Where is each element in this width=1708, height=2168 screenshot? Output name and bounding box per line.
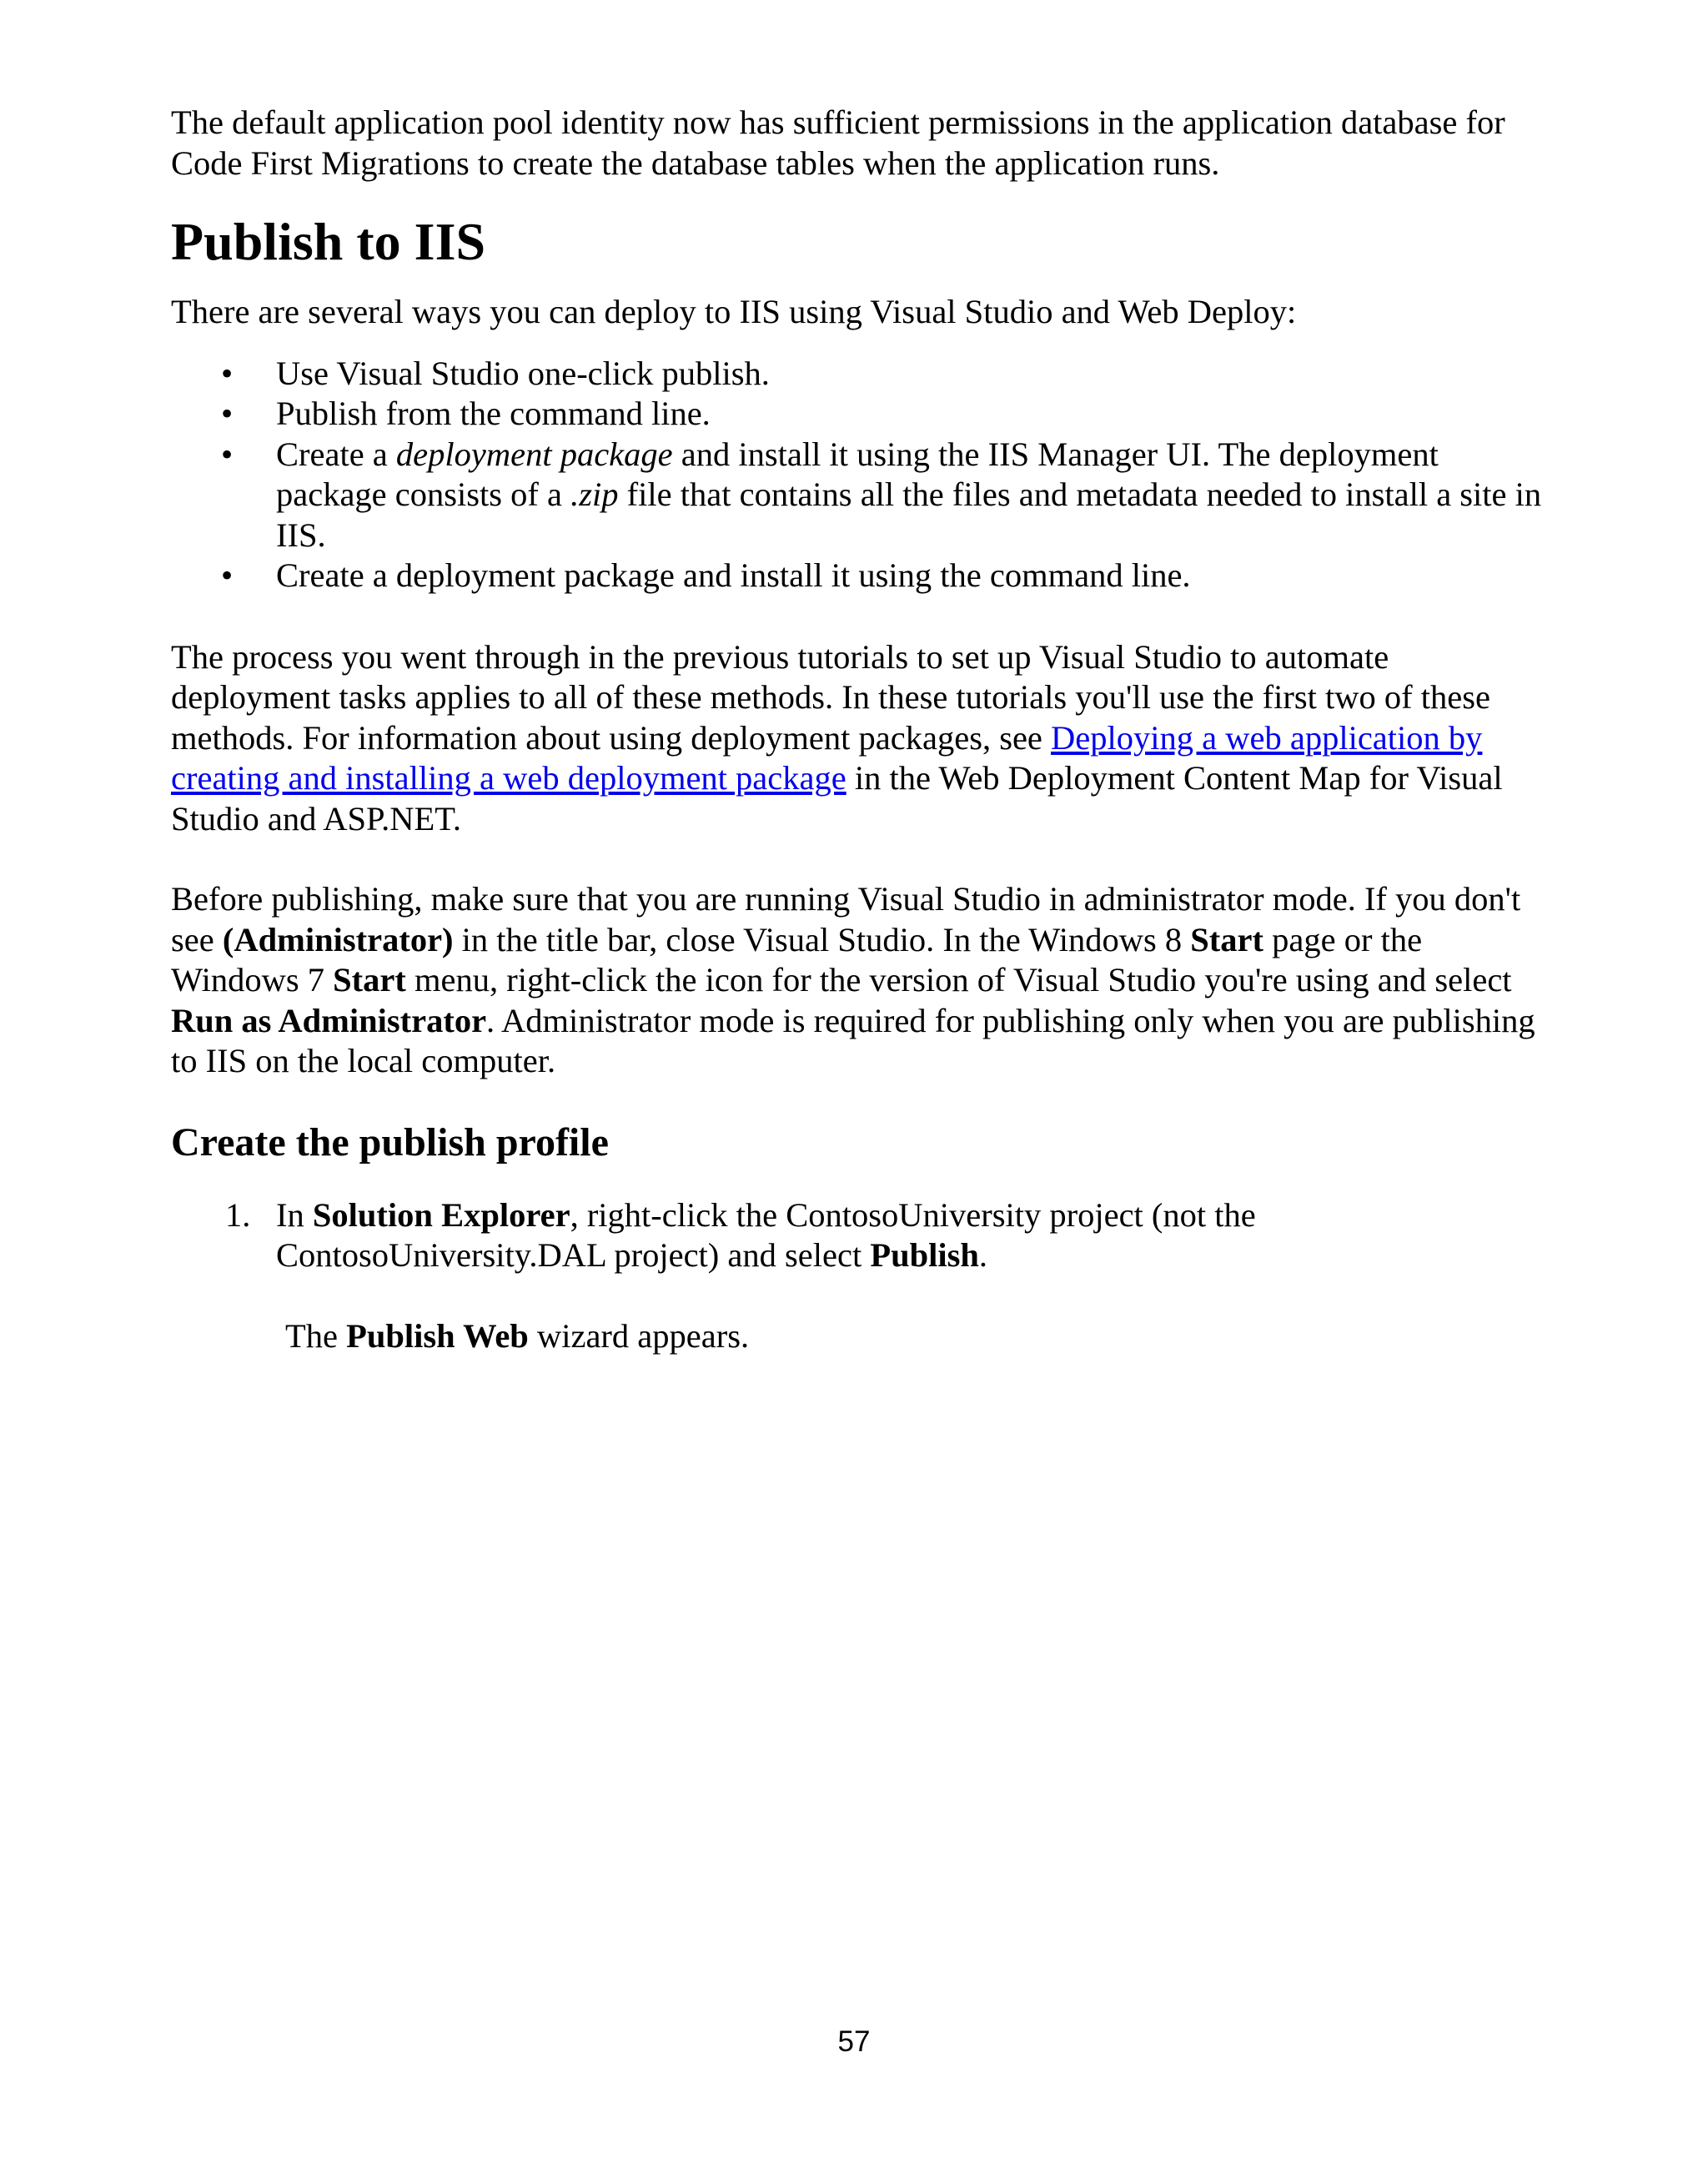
term-solution-explorer: Solution Explorer [312,1195,570,1234]
result-text: The [285,1316,347,1355]
process-paragraph [171,637,1543,840]
list-item-text: and install it using the IIS Manager UI. The deployment package consists of a [276,435,1439,513]
list-item-text: Publish from the command line. [276,395,711,432]
step-text: In [276,1195,313,1234]
term-administrator: (Administrator) [222,920,454,958]
term-deployment-package: deployment package [395,435,673,473]
document-page [171,103,1543,1356]
admin-text: in the title bar, close Visual Studio. In the Windows 8 [453,920,1191,958]
step-text: , right-click the ContosoUniversity project (not the ContosoUniversity.DAL project) and select [276,1195,1256,1274]
publish-steps-list [171,1195,1543,1276]
admin-text: . Administrator mode is required for publishing only when you are publishing to IIS on the local computer. [171,1001,1535,1079]
term-start-page: Start [1190,920,1264,958]
process-text: The process you went through in the previous tutorials to set up Visual Studio to automate deployment tasks applies to all of these methods. In these tutorials you'll use the first two of these methods. For information about using deployment packages, see [171,637,1490,757]
publish-lead-paragraph: There are several ways you can deploy to IIS using Visual Studio and Web Deploy: [171,293,1297,330]
term-start-menu: Start [333,961,406,998]
step-text: . [978,1236,988,1274]
list-item [171,435,1543,556]
term-run-as-administrator: Run as Administrator [171,1001,487,1039]
result-text: wizard appears. [528,1316,750,1355]
bullet-icon: • [221,435,234,473]
list-item-text: Create a deployment package and install it using the command line. [276,556,1191,594]
term-publish: Publish [870,1236,979,1274]
step-number: 1. [225,1195,251,1234]
heading-create-publish-profile: Create the publish profile [171,1119,609,1164]
heading-publish-to-iis: Publish to IIS [171,212,486,271]
admin-text: Before publishing, make sure that you are running Visual Studio in administrator mode. If you don't see [171,880,1521,958]
list-item-text: Use Visual Studio one-click publish. [276,354,770,392]
bullet-icon: • [221,395,234,432]
process-text-end: in the Web Deployment Content Map for Visual Studio and ASP.NET. [171,759,1503,838]
list-item [171,394,1543,435]
intro-paragraph: The default application pool identity now has sufficient permissions in the application database for Code First Migrations to create the database tables when the application runs. [171,103,1505,182]
admin-text: page or the Windows 7 [171,920,1423,998]
list-item [171,556,1543,596]
list-item [171,1195,1543,1276]
admin-text: menu, right-click the icon for the version of Visual Studio you're using and select [405,961,1512,998]
term-zip: .zip [570,475,619,513]
term-publish-web: Publish Web [346,1316,529,1355]
deploy-methods-list [171,354,1543,596]
bullet-icon: • [221,556,234,594]
list-item [171,354,1543,395]
page-number: 57 [837,2025,871,2058]
deployment-package-link[interactable]: Deploying a web application by creating and installing a web deployment package [171,718,1483,797]
wizard-appears-paragraph [171,1316,1543,1357]
list-item-text: file that contains all the files and metadata needed to install a site in IIS. [276,475,1542,554]
admin-mode-paragraph [171,879,1543,1082]
bullet-icon: • [221,354,234,392]
list-item-text: Create a [276,435,396,473]
